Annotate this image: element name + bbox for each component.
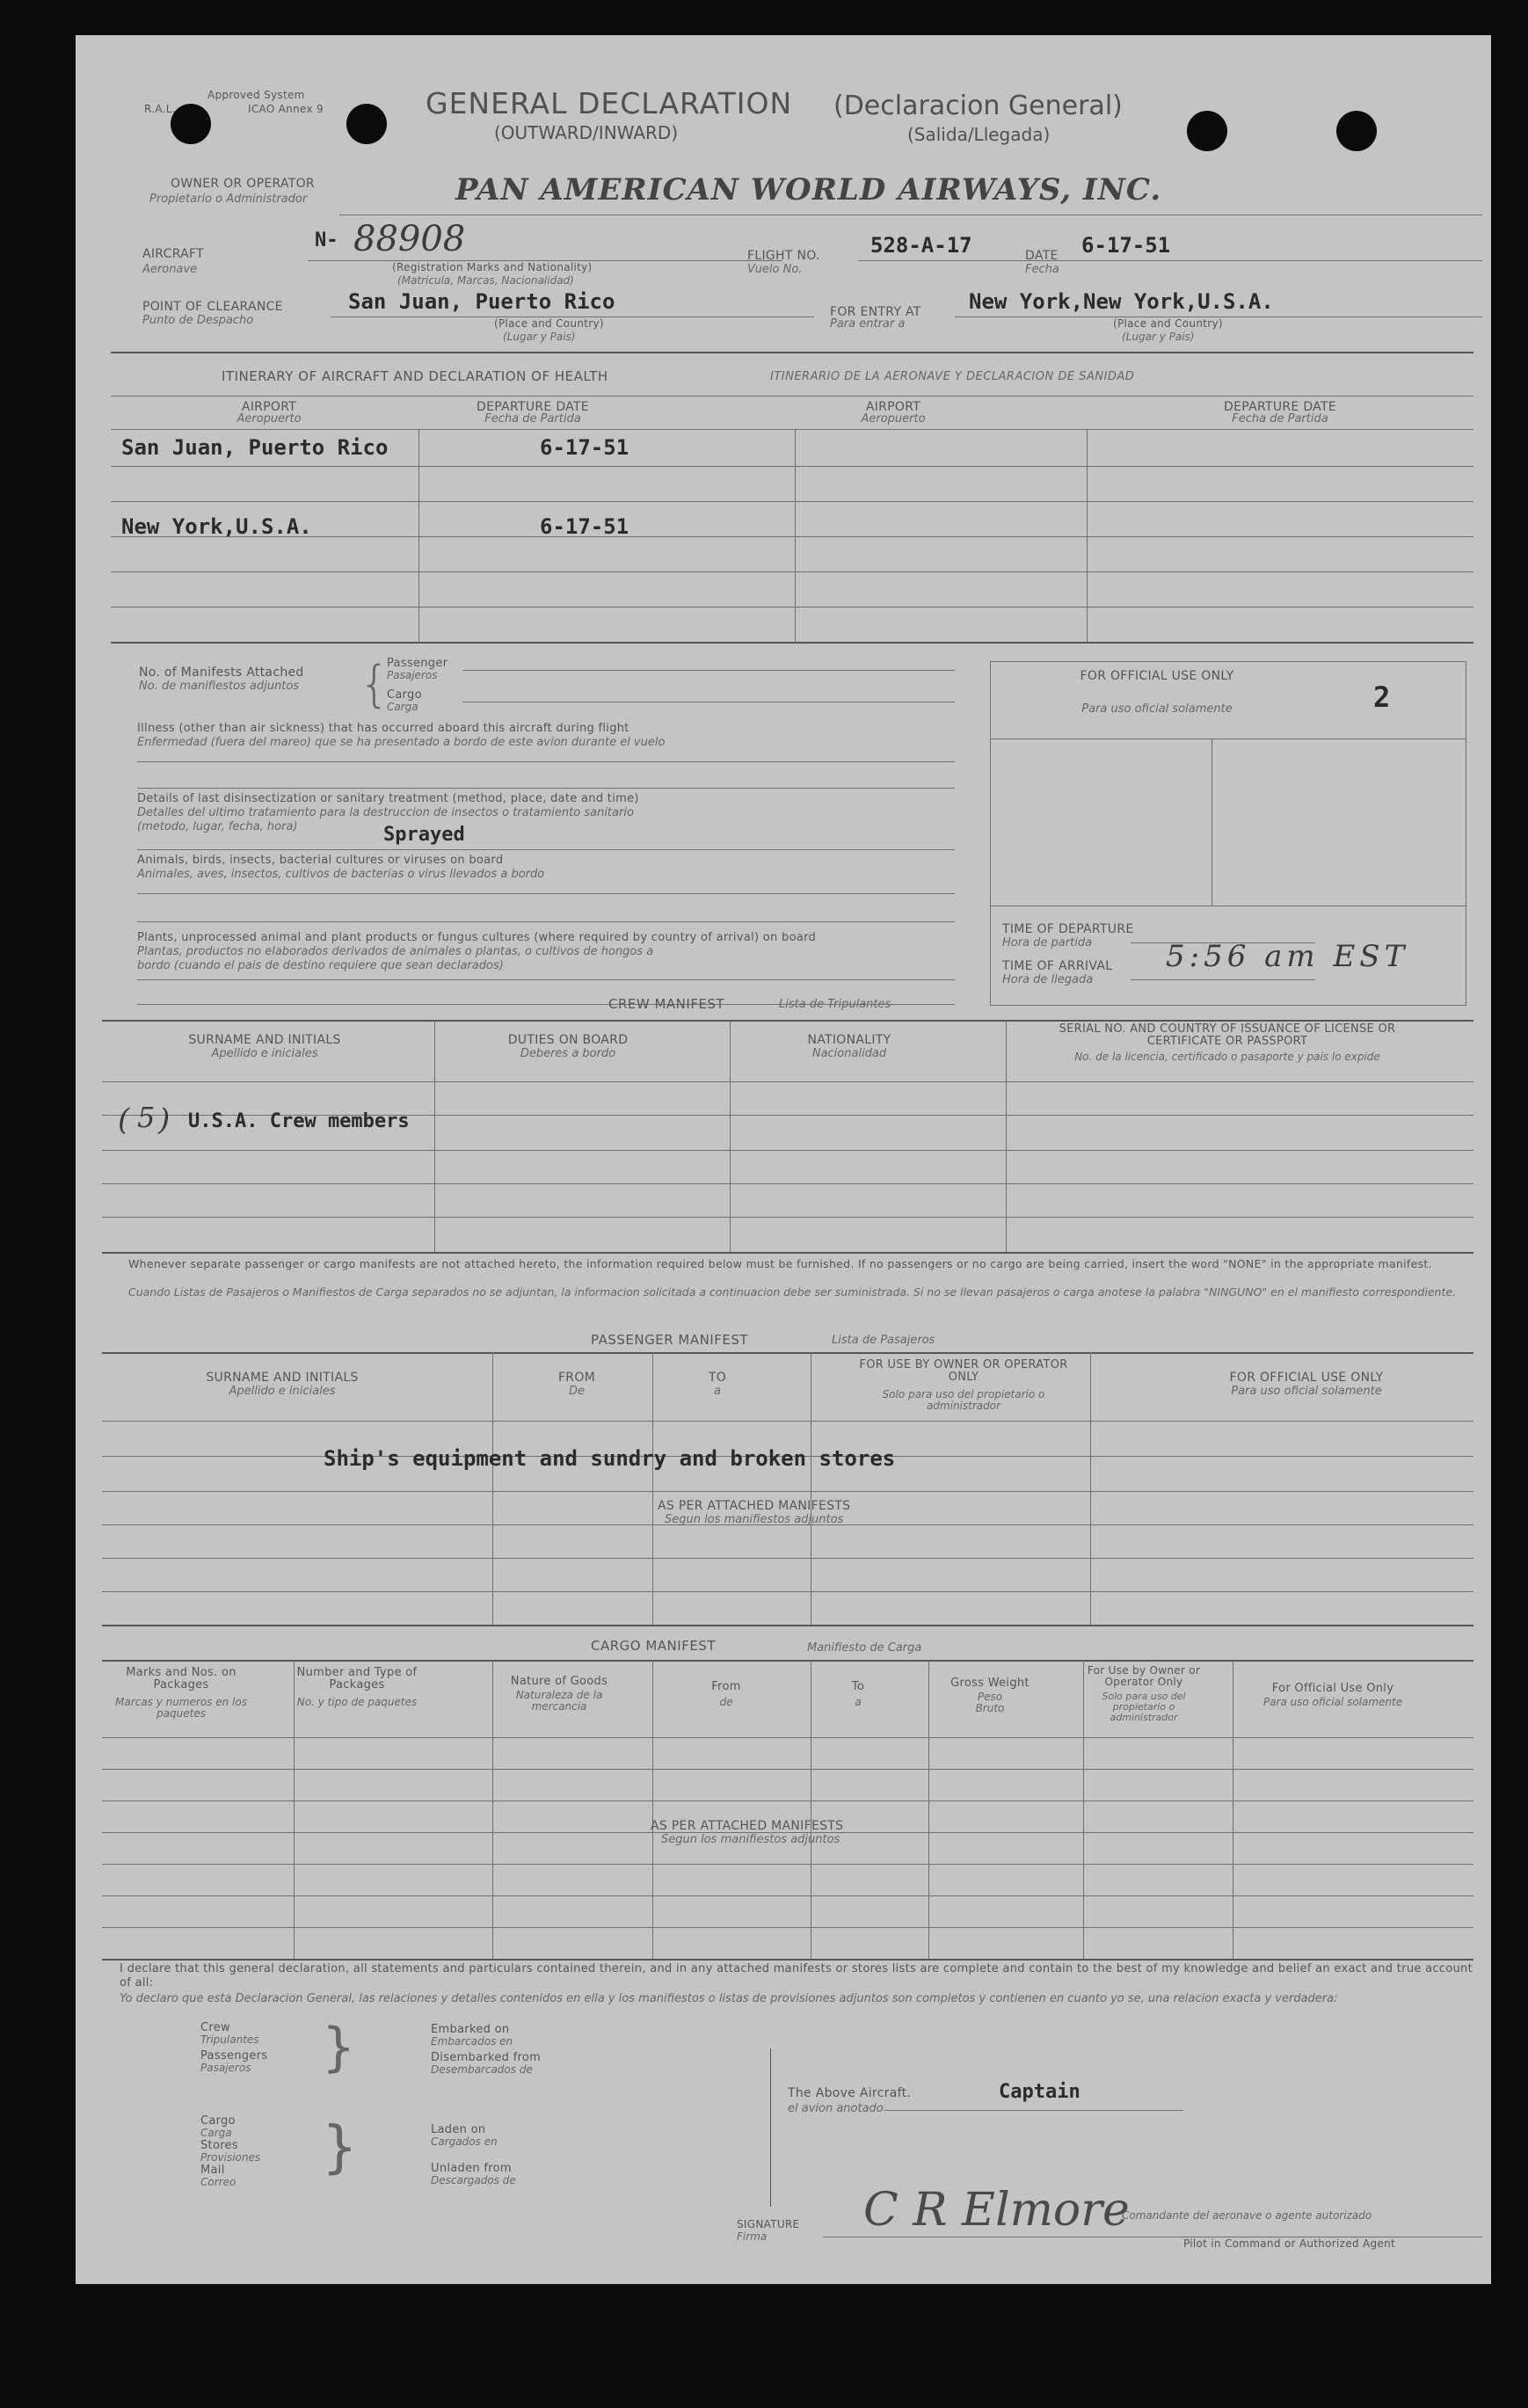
aircraft-label: AIRCRAFT (142, 247, 205, 261)
crew-decl-label-es: Tripulantes (200, 2033, 259, 2046)
captain-signature: C R Elmore (863, 2184, 1130, 2237)
disinsect-label-es2: (metodo, lugar, fecha, hora) (137, 820, 298, 833)
crew-entry: U.S.A. Crew members (188, 1110, 410, 1132)
laden-label-es: Cargados en (431, 2135, 498, 2148)
entry-value: New York,New York,U.S.A. (969, 289, 1274, 314)
passenger-col-official: FOR OFFICIAL USE ONLY (1229, 1371, 1384, 1385)
itinerary-airport-2: New York,U.S.A. (121, 514, 312, 539)
cargo-col-owner-es: Solo para uso del propietario o administrador (1102, 1691, 1186, 1724)
passenger-title-es: Lista de Pasajeros (832, 1334, 935, 1347)
disembarked-label: Disembarked from (431, 2051, 542, 2064)
cargo-col-to: To (851, 1680, 865, 1693)
arrival-time-label: TIME OF ARRIVAL (1002, 959, 1113, 973)
mail-decl-label: Mail (200, 2164, 225, 2177)
passenger-label-es: Pasajeros (387, 669, 438, 681)
signature-label-es: Firma (737, 2230, 768, 2243)
unladen-label: Unladen from (431, 2162, 512, 2175)
arrival-time-label-es: Hora de llegada (1002, 973, 1094, 986)
commander-label-es: Comandante del aeronave o agente autorizado (1122, 2209, 1372, 2222)
official-label-es: Para uso oficial solamente (1081, 702, 1233, 716)
itinerary-col-airport-2-es: Aeropuerto (861, 412, 926, 426)
crew-title: CREW MANIFEST (608, 996, 725, 1012)
approved-system: Approved System (207, 89, 305, 101)
crew-col-nationality-es: Nacionalidad (811, 1047, 887, 1060)
crew-col-duties: DUTIES ON BOARD (507, 1033, 629, 1047)
cargo-col-from: From (711, 1680, 741, 1693)
owner-label: OWNER OR OPERATOR (171, 177, 315, 191)
declaration-text-es: Yo declaro que esta Declaracion General, las relaciones y detalles contenidos en ella y los manifiestos o listas de provisiones adjuntos son completos y contienen en cuanto yo se, una relacion exacta y verdadera: (120, 1992, 1338, 2005)
flight-label: FLIGHT NO. (747, 249, 820, 263)
cargo-col-official-es: Para uso oficial solamente (1262, 1696, 1403, 1708)
itinerary-title-es: ITINERARIO DE LA AERONAVE Y DECLARACION DE SANIDAD (770, 370, 1135, 383)
cargo-attached: AS PER ATTACHED MANIFESTS (651, 1819, 844, 1833)
aircraft-registration: 88908 (353, 219, 466, 259)
declaration-text: I declare that this general declaration, all statements and particulars contained therein, and in any attached manifests or stores lists are complete and contain to the best of my knowledge and belief an exact and true account of all: (120, 1962, 1473, 1990)
mail-decl-label-es: Correo (200, 2176, 236, 2188)
laden-label: Laden on (431, 2123, 486, 2136)
crew-count: 5 (137, 1101, 156, 1134)
cargo-col-marks: Marks and Nos. on Packages (126, 1666, 236, 1692)
declaration-form: R.A.L. Approved System ICAO Annex 9 GENERAL DECLARATION (OUTWARD/INWARD) (Declaracion General) (Salida/Llegada) OWNER OR OPERATOR Propietario o Administrador PAN AMERICAN WORLD AIRWAYS, INC. AIRCRAFT Aeronave N- 88908 (Registration Marks and Nationality) (Matricula, Marcas, Nacionalidad) FLIGHT NO. Vuelo No. 528-A-17 DATE Fecha 6-17-51 POINT OF CLEARANCE Punto de Despacho San Juan, Puerto Rico (Place and Country) (Lugar y Pais) FOR ENTRY AT Para entrar a New York,New York,U.S.A. (Place and Country) (Lugar y Pais) ITINERARY OF AIRCRAFT AND DECLARATION OF HEALTH ITINERARIO DE LA AERONAVE Y DECLARACION DE SANIDAD AIRPORT Aeropuerto DEPARTURE DATE Fecha de Partida AIRPORT Aeropuerto DEPARTURE DATE Fecha de Partida San Juan, Puerto Rico 6-17-51 New York,U.S.A. 6-17-51 No. of Manifests Attached No. de manifiestos adjuntos { Passenger Pasajeros Cargo Carga Illness (other than air sickness) that has occurred aboard this aircraft during flight Enfermedad (fuera del mareo) que se ha presentado a bordo de este avion durante el vuelo Details of last disinsectization or sanitary treatment (method, place, date and time) Detalles del ultimo tratamiento para la destruccion de insectos o tratamiento sanitario (metodo, lugar, fecha, hora) Sprayed Animals, birds, insects, bacterial cultures or viruses on board Animales, aves, insectos, cultivos de bacterias o virus llevados a bordo Plants, unprocessed animal and plant products or fungus cultures (where required by country of arrival) on board Plantas, productos no elaborados derivados de animales o plantas, o cultivos de hongos a bordo (cuando el pais de destino requiere que sean declarados) FOR OFFICIAL USE ONLY Para uso oficial solamente 2 TIME OF DEPARTURE Hora de partida TIME OF ARRIVAL Hora de llegada 5:56 am EST CREW MANIFEST Lista de Tripulantes SURNAME AND INITIALS Apellido e iniciales DUTIES ON BOARD Deberes a bordo NATIONALITY Nacionalidad SERIAL NO. AND COUNTRY OF ISSUANCE OF LICENSE OR CERTIFICATE OR PASSPORT No. de la licencia, certificado o pasaporte y pais lo expide ( 5 ) U.S.A. Crew members Whenever separate passenger or cargo manifests are not attached hereto, the information required below must be furnished. If no passengers or no cargo are being carried, insert the word "NONE" in the appropriate manifest. Cuando Listas de Pasajeros o Manifiestos de Carga separados no se adjuntan, la informacion solicitada a continuacion debe ser suministrada. Si no se llevan pasajeros o carga anotese la palabra "NINGUNO" en el manifiesto correspondiente. PASSENGER MANIFEST Lista de Pasajeros SURNAME AND INITIALS Apellido e iniciales FROM De TO a FOR USE BY OWNER OR OPERATOR ONLY Solo para uso del propietario o administrador FOR OFFICIAL USE ONLY Para uso oficial solamente Ship's equipment and sundry and broken stores AS PER ATTACHED MANIFESTS Segun los manifiestos adjuntos CARGO MANIFEST Manifiesto de Carga Marks and Nos. on Packages Marcas y numeros en los paquetes Number and Type of Packages No. y tipo de paquetes Nature of Goods Naturaleza de la mercancia From de To a Gross Weight Peso Bruto For Use by Owner or Operator Only Solo para uso del propietario o administrador For Official Use Only Para uso oficial solamente AS PER ATTACHED MANIFESTS Segun los manifiestos adjuntos I declare that this general declaration, all statements and particulars contained therein, and in any attached manifests or stores lists are complete and contain to the best of my knowledge and belief an exact and true account of all: Yo declaro que esta Declaracion General, las relaciones y detalles contenidos en ella y los manifiestos o listas de provisiones adjuntos son completos y contienen en cuanto yo se, una relacion exacta y verdadera: Crew Tripulantes Passengers Pasajeros } Embarked on Embarcados en Disembarked from Desembarcados de Cargo Carga Stores Provisiones Mail Correo } Laden on Cargados en Unladen from Descargados de The Above Aircraft. el avion anotado Captain SIGNATURE Firma C R Elmore Comandante del aeronave o agente autorizado Pilot in Command or Authorized Agent (76, 35, 1491, 2284)
owner-label-es: Propietario o Administrador (149, 193, 308, 206)
passenger-col-name-es: Apellido e iniciales (229, 1385, 336, 1398)
aircraft-note-es: (Matricula, Marcas, Nacionalidad) (397, 274, 574, 287)
unladen-label-es: Descargados de (431, 2174, 516, 2186)
aircraft-prefix: N- (315, 229, 338, 251)
passenger-col-to-es: a (714, 1385, 721, 1398)
passenger-attached-es: Segun los manifiestos adjuntos (665, 1513, 844, 1526)
icao-annex: ICAO Annex 9 (248, 103, 324, 115)
clearance-value: San Juan, Puerto Rico (348, 289, 615, 314)
itinerary-airport-1: San Juan, Puerto Rico (121, 435, 389, 460)
disembarked-label-es: Desembarcados de (431, 2063, 533, 2076)
crew-col-nationality: NATIONALITY (807, 1033, 891, 1047)
itinerary-date-2: 6-17-51 (540, 514, 629, 539)
entry-label-es: Para entrar a (830, 317, 906, 331)
cargo-title-es: Manifiesto de Carga (807, 1641, 922, 1655)
itinerary-col-airport-1-es: Aeropuerto (236, 412, 302, 426)
form-subtitle: (OUTWARD/INWARD) (494, 122, 679, 143)
above-aircraft-label: The Above Aircraft. (788, 2086, 912, 2100)
crew-col-duties-es: Deberes a bordo (520, 1047, 616, 1060)
entry-note: (Place and Country) (1113, 317, 1223, 330)
stores-decl-label-es: Provisiones (200, 2151, 261, 2164)
ral-code: R.A.L. (144, 103, 176, 115)
plants-label: Plants, unprocessed animal and plant products or fungus cultures (where required by country of arrival) on board (137, 931, 817, 944)
cargo-col-marks-es: Marcas y numeros en los paquetes (115, 1696, 247, 1721)
cargo-col-packages-es: No. y tipo de paquetes (296, 1696, 418, 1708)
passenger-label: Passenger (387, 657, 448, 670)
cargo-label-es: Carga (387, 701, 418, 713)
passenger-title: PASSENGER MANIFEST (591, 1332, 749, 1348)
passengers-decl-label: Passengers (200, 2049, 268, 2062)
cargo-col-weight-es: Peso Bruto (975, 1691, 1005, 1715)
crew-col-serial: SERIAL NO. AND COUNTRY OF ISSUANCE OF LICENSE OR CERTIFICATE OR PASSPORT (1059, 1022, 1396, 1049)
passenger-col-official-es: Para uso oficial solamente (1231, 1385, 1382, 1398)
signature-label: SIGNATURE (737, 2218, 800, 2230)
cargo-title: CARGO MANIFEST (591, 1638, 716, 1654)
entry-note-es: (Lugar y Pais) (1122, 331, 1195, 343)
arrival-time-value: 5:56 am EST (1166, 939, 1409, 974)
itinerary-col-date-1-es: Fecha de Partida (484, 412, 581, 426)
entry-label: FOR ENTRY AT (830, 305, 921, 319)
crew-decl-label: Crew (200, 2021, 230, 2034)
cargo-col-official: For Official Use Only (1271, 1682, 1394, 1695)
animals-label-es: Animales, aves, insectos, cultivos de bacterias o virus llevados a bordo (137, 868, 545, 881)
embarked-label-es: Embarcados en (431, 2035, 513, 2048)
form-title-es: (Declaracion General) (833, 91, 1123, 121)
form-title: GENERAL DECLARATION (426, 86, 793, 120)
flight-label-es: Vuelo No. (747, 263, 803, 276)
flight-number: 528-A-17 (870, 233, 972, 258)
stores-decl-label: Stores (200, 2139, 238, 2152)
crew-note-en: Whenever separate passenger or cargo manifests are not attached hereto, the information required below must be furnished. If no passengers or no cargo are being carried, insert the word "NONE" in the appropriate manifest. (128, 1257, 1432, 1270)
crew-title-es: Lista de Tripulantes (779, 998, 891, 1011)
passenger-col-owner-es: Solo para uso del propietario o administrador (882, 1388, 1045, 1413)
cargo-col-nature: Nature of Goods (510, 1675, 608, 1688)
embarked-label: Embarked on (431, 2023, 510, 2036)
cargo-decl-label-es: Carga (200, 2127, 232, 2139)
owner-value: PAN AMERICAN WORLD AIRWAYS, INC. (455, 172, 1162, 207)
official-label: FOR OFFICIAL USE ONLY (1080, 669, 1234, 683)
aircraft-label-es: Aeronave (142, 263, 198, 276)
date-value: 6-17-51 (1081, 233, 1171, 258)
disinsect-value: Sprayed (383, 824, 465, 846)
punch-hole-4 (1336, 111, 1377, 151)
itinerary-col-date-2: DEPARTURE DATE (1224, 400, 1336, 414)
crew-note-es: Cuando Listas de Pasajeros o Manifiestos de Carga separados no se adjuntan, la informacion solicitada a continuacion debe ser suministrada. Si no se llevan pasajeros o carga anotese la palabra "NINGUNO" en el manifiesto correspondiente. (128, 1285, 1457, 1299)
captain-title: Captain (999, 2081, 1081, 2103)
departure-time-label-es: Hora de partida (1002, 936, 1093, 949)
cargo-col-owner: For Use by Owner or Operator Only (1087, 1664, 1201, 1689)
passenger-attached: AS PER ATTACHED MANIFESTS (658, 1499, 851, 1513)
form-subtitle-es: (Salida/Llegada) (907, 124, 1051, 145)
passenger-col-from-es: De (568, 1385, 585, 1398)
date-label: DATE (1025, 249, 1059, 263)
cargo-col-weight: Gross Weight (950, 1677, 1030, 1690)
departure-time-label: TIME OF DEPARTURE (1002, 922, 1134, 936)
clearance-label: POINT OF CLEARANCE (142, 300, 283, 314)
itinerary-col-airport-1: AIRPORT (241, 400, 297, 414)
passenger-entry: Ship's equipment and sundry and broken stores (324, 1446, 896, 1471)
cargo-col-nature-es: Naturaleza de la mercancia (515, 1689, 603, 1713)
disinsect-label: Details of last disinsectization or sanitary treatment (method, place, date and time) (137, 792, 639, 805)
crew-col-name: SURNAME AND INITIALS (188, 1033, 341, 1047)
plants-label-es: Plantas, productos no elaborados derivados de animales o plantas, o cultivos de hongos a (137, 945, 654, 958)
passenger-col-from: FROM (557, 1371, 596, 1385)
cargo-label: Cargo (387, 688, 422, 702)
punch-hole-3 (1187, 111, 1227, 151)
punch-hole-2 (346, 104, 387, 144)
above-aircraft-label-es: el avion anotado (788, 2102, 884, 2115)
cargo-decl-label: Cargo (200, 2114, 236, 2128)
itinerary-col-airport-2: AIRPORT (865, 400, 921, 414)
disinsect-label-es: Detalles del ultimo tratamiento para la destruccion de insectos o tratamiento sanitario (137, 806, 634, 819)
crew-col-name-es: Apellido e iniciales (211, 1047, 318, 1060)
clearance-note: (Place and Country) (494, 317, 604, 330)
official-number: 2 (1373, 680, 1391, 714)
cargo-attached-es: Segun los manifiestos adjuntos (661, 1833, 840, 1846)
passenger-col-owner: FOR USE BY OWNER OR OPERATOR ONLY (859, 1358, 1068, 1385)
crew-col-serial-es: No. de la licencia, certificado o pasaporte y pais lo expide (1074, 1051, 1380, 1063)
manifests-label-es: No. de manifiestos adjuntos (139, 680, 300, 693)
passengers-decl-label-es: Pasajeros (200, 2062, 251, 2074)
cargo-col-to-es: a (855, 1696, 862, 1708)
passenger-col-to: TO (708, 1371, 727, 1385)
illness-label-es: Enfermedad (fuera del mareo) que se ha presentado a bordo de este avion durante el vuelo (137, 736, 666, 749)
itinerary-col-date-1: DEPARTURE DATE (477, 400, 589, 414)
commander-label: Pilot in Command or Authorized Agent (1183, 2237, 1396, 2250)
clearance-note-es: (Lugar y Pais) (503, 331, 576, 343)
cargo-col-from-es: de (719, 1696, 733, 1708)
passenger-col-name: SURNAME AND INITIALS (206, 1371, 359, 1385)
animals-label: Animals, birds, insects, bacterial cultures or viruses on board (137, 854, 504, 867)
aircraft-note: (Registration Marks and Nationality) (392, 261, 593, 273)
itinerary-date-1: 6-17-51 (540, 435, 629, 460)
clearance-label-es: Punto de Despacho (142, 314, 254, 327)
illness-label: Illness (other than air sickness) that has occurred aboard this aircraft during flight (137, 722, 629, 735)
punch-hole-1 (171, 104, 211, 144)
manifests-label: No. of Manifests Attached (139, 666, 304, 680)
date-label-es: Fecha (1025, 263, 1059, 276)
itinerary-col-date-2-es: Fecha de Partida (1232, 412, 1328, 426)
itinerary-title: ITINERARY OF AIRCRAFT AND DECLARATION OF HEALTH (222, 368, 608, 384)
plants-label-es2: bordo (cuando el pais de destino requiere que sean declarados) (137, 959, 504, 972)
cargo-col-packages: Number and Type of Packages (296, 1666, 418, 1692)
